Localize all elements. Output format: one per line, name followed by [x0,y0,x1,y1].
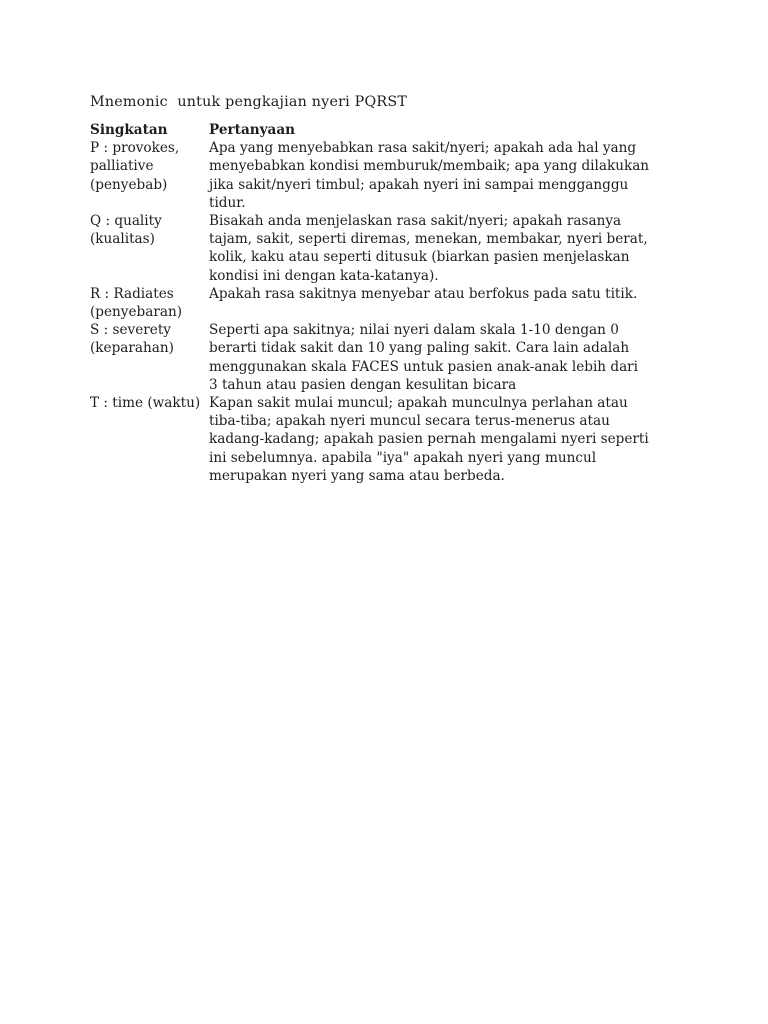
page-title: Mnemonic untuk pengkajian nyeri PQRST [90,94,408,110]
table-header [90,121,650,139]
abbreviation-cell: P : provokes, palliative (penyebab) [90,140,180,193]
header-abbreviation: Singkatan [90,122,168,138]
table-row-r [90,285,650,321]
abbreviation-cell: Q : quality (kualitas) [90,213,162,248]
question-cell: Apa yang menyebabkan rasa sakit/nyeri; apakah ada hal yang menyebabkan kondisi memburuk/membaik; apa yang dilakukan jika sakit/nyeri timbul; apakah nyeri ini sampai mengganggu tidur. [209,140,650,211]
table-row-p [90,139,650,212]
header-question: Pertanyaan [209,122,296,138]
abbreviation-cell: T : time (waktu) [90,395,201,412]
table-row-t [90,394,650,485]
table-row-q [90,212,650,285]
question-cell: Kapan sakit mulai muncul; apakah munculnya perlahan atau tiba-tiba; apakah nyeri muncul secara terus-menerus atau kadang-kadang; apakah pasien pernah mengalami nyeri seperti ini sebelumnya. apabila "iya" apakah nyeri yang muncul merupakan nyeri yang sama atau berbeda. [209,395,649,484]
table-row-s [90,321,650,394]
table-body [90,139,650,485]
abbreviation-cell: R : Radiates (penyebaran) [90,285,182,321]
table-header-row [90,121,650,139]
question-cell: Bisakah anda menjelaskan rasa sakit/nyeri; apakah rasanya tajam, sakit, seperti diremas, menekan, membakar, nyeri berat, kolik, kaku atau seperti ditusuk (biarkan pasien menjelaskan kondisi ini dengan kata-katanya). [209,213,648,284]
abbreviation-cell: S : severety (keparahan) [90,322,174,357]
question-cell: Apakah rasa sakitnya menyebar atau berfokus pada satu titik. [209,285,638,302]
pqrst-table [90,121,650,485]
question-cell: Seperti apa sakitnya; nilai nyeri dalam skala 1-10 dengan 0 berarti tidak sakit dan 10 yang paling sakit. Cara lain adalah menggunakan skala FACES untuk pasien anak-anak lebih dari 3 tahun atau pasien dengan kesulitan bicara [209,322,639,393]
